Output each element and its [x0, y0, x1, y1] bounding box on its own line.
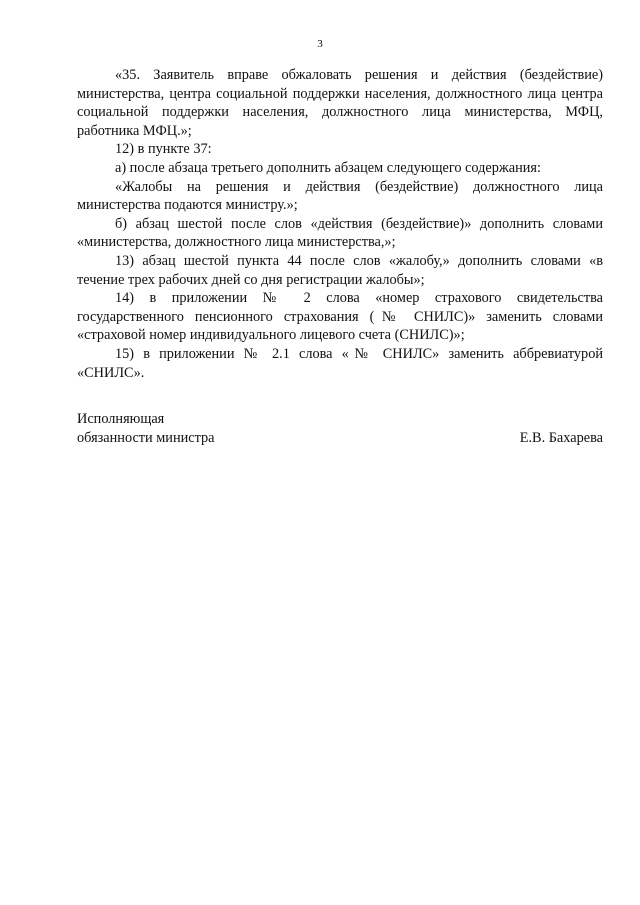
paragraph-item-12: 12) в пункте 37:: [115, 141, 212, 158]
paragraph-quote: «Жалобы на решения и действия (бездействие) должностного лица министерства подаются министру.»;: [77, 178, 603, 214]
signatory-title-line2: обязанности министра: [77, 430, 215, 446]
page-number: 3: [317, 38, 323, 50]
signatory-name: Е.В. Бахарева: [519, 430, 603, 446]
paragraph-subitem-b: б) абзац шестой после слов «действия (бездействие)» дополнить словами «министерства, должностного лица министерства,»;: [77, 215, 603, 251]
signature-block: [77, 410, 603, 448]
signature-row: [77, 429, 603, 448]
paragraph-item-14: 14) в приложении № 2 слова «номер страхового свидетельства государственного пенсионного страхования (№ СНИЛС)» заменить словами «страховой номер индивидуального лицевого счета (СНИЛС)»;: [77, 290, 603, 344]
paragraph-subitem-a: а) после абзаца третьего дополнить абзацем следующего содержания:: [115, 159, 541, 176]
paragraph-item-13: 13) абзац шестой пункта 44 после слов «жалобу,» дополнить словами «в течение трех рабочих дней со дня регистрации жалобы»;: [77, 252, 603, 288]
document-body: [77, 66, 603, 382]
paragraph-item-35: «35. Заявитель вправе обжаловать решения и действия (бездействие) министерства, центра социальной поддержки населения, должностного лица центра социальной поддержки населения, должностного лица министерства, МФЦ, работника МФЦ.»;: [77, 67, 603, 139]
paragraph-item-15: 15) в приложении № 2.1 слова «№ СНИЛС» заменить аббревиатурой «СНИЛС».: [77, 345, 603, 381]
signatory-title-line1: Исполняющая: [77, 411, 165, 427]
